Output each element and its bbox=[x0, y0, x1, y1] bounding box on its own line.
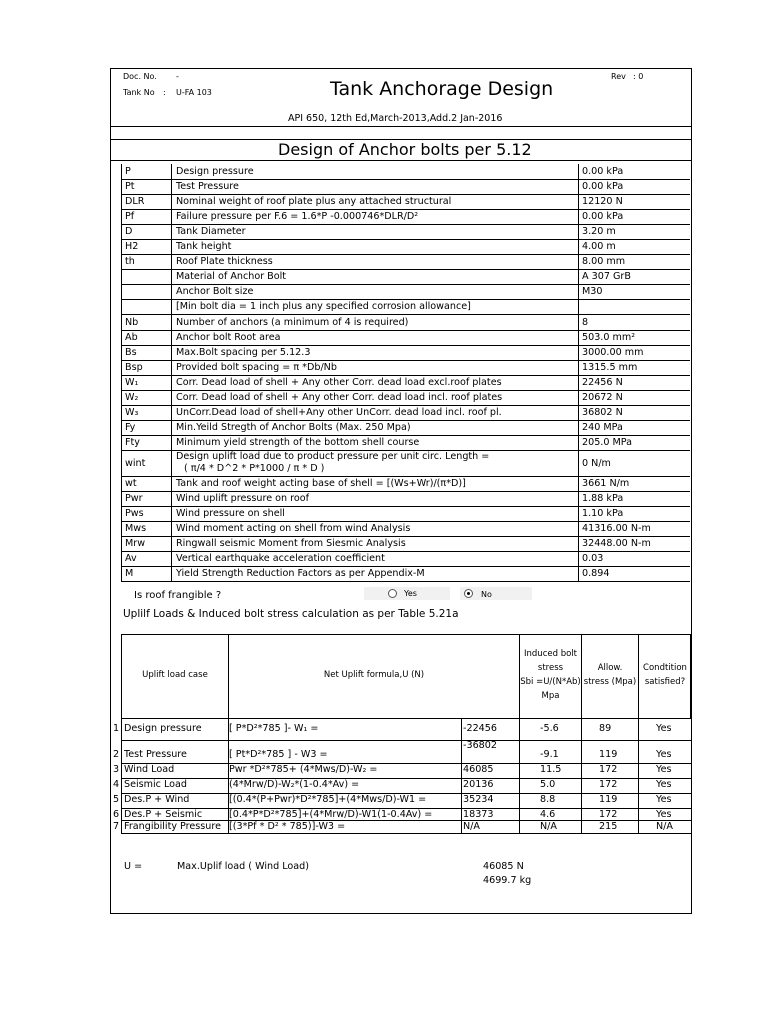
summary-val-n: 46085 N bbox=[483, 861, 524, 872]
param-description: Yield Strength Reduction Factors as per Appendix-M bbox=[176, 568, 425, 580]
param-symbol: W₁ bbox=[125, 376, 139, 388]
param-symbol: Ab bbox=[125, 331, 138, 343]
condition-satisfied: N/A bbox=[656, 821, 673, 832]
allowable-stress: 172 bbox=[599, 764, 618, 775]
uplift-value: 18373 bbox=[463, 809, 494, 820]
row-number: 1 bbox=[113, 723, 120, 734]
param-value: 503.0 mm² bbox=[582, 331, 636, 343]
param-description: Wind moment acting on shell from wind Analysis bbox=[176, 523, 411, 535]
param-value: 3.20 m bbox=[582, 226, 616, 238]
param-value: 1.10 kPa bbox=[582, 508, 624, 520]
radio-no-label: No bbox=[481, 590, 492, 599]
param-value: 240 MPa bbox=[582, 421, 623, 433]
summary-desc: Max.Uplif load ( Wind Load) bbox=[177, 861, 310, 872]
row-number: 7 bbox=[113, 821, 120, 832]
induced-stress: 8.8 bbox=[540, 794, 556, 805]
param-value: 0.03 bbox=[582, 553, 604, 565]
th-cond-1: Condtition bbox=[643, 663, 687, 673]
table-col-line bbox=[581, 719, 582, 833]
param-row bbox=[121, 522, 690, 537]
param-row bbox=[121, 165, 690, 180]
th-cond-2: satisfied? bbox=[644, 677, 686, 687]
th-allow-2: stress (Mpa) bbox=[583, 677, 637, 687]
summary-label: U = bbox=[124, 861, 143, 872]
allowable-stress: 172 bbox=[599, 779, 618, 790]
param-symbol: Pt bbox=[125, 181, 135, 193]
param-symbol: W₂ bbox=[125, 391, 139, 403]
param-value: 1315.5 mm bbox=[582, 361, 638, 373]
param-row bbox=[121, 477, 690, 492]
radio-yes[interactable] bbox=[388, 589, 397, 598]
uplift-section-title: Uplilf Loads & Induced bolt stress calculation as per Table 5.21a bbox=[123, 608, 459, 620]
table-col-line bbox=[461, 719, 462, 833]
param-col-divider bbox=[578, 164, 579, 582]
param-description: Tank height bbox=[176, 241, 232, 253]
param-description: Anchor bolt Root area bbox=[176, 331, 281, 343]
param-row bbox=[121, 406, 690, 421]
param-row bbox=[121, 225, 690, 240]
param-description: Nominal weight of roof plate plus any attached structural bbox=[176, 196, 452, 208]
param-value: 0.00 kPa bbox=[582, 181, 624, 193]
th-allow-1: Allow. bbox=[597, 663, 623, 673]
allowable-stress: 119 bbox=[599, 794, 618, 805]
uplift-formula: (4*Mrw/D)-W₂*(1-0.4*Av) = bbox=[229, 779, 360, 790]
param-row bbox=[121, 300, 690, 315]
param-symbol: Bs bbox=[125, 346, 137, 358]
param-row bbox=[121, 346, 690, 361]
uplift-value: 35234 bbox=[463, 794, 494, 805]
th-stress-1: Induced bolt bbox=[524, 649, 577, 659]
param-symbol: th bbox=[125, 256, 135, 268]
allowable-stress: 89 bbox=[599, 723, 612, 734]
allowable-stress: 215 bbox=[599, 821, 618, 832]
uplift-formula: [(3*Pf * D² * 785)]-W3 = bbox=[229, 821, 346, 832]
param-symbol: DLR bbox=[125, 196, 145, 208]
param-symbol: Fty bbox=[125, 436, 140, 448]
frangible-question: Is roof frangible ? bbox=[134, 590, 222, 601]
uplift-value: 46085 bbox=[463, 764, 494, 775]
param-description-line2: ( π/4 * D^2 * P*1000 / π * D ) bbox=[184, 462, 325, 474]
uplift-value: 20136 bbox=[463, 779, 494, 790]
allowable-stress: 119 bbox=[599, 749, 618, 760]
induced-stress: -5.6 bbox=[540, 723, 559, 734]
uplift-formula: [0.4*P*D²*785]+(4*Mrw/D)-W1(1-0.4Av) = bbox=[229, 809, 433, 820]
tank-no-value: U-FA 103 bbox=[176, 88, 212, 97]
param-row bbox=[121, 255, 690, 270]
param-row bbox=[121, 240, 690, 255]
param-col-divider bbox=[121, 164, 122, 582]
param-description: Max.Bolt spacing per 5.12.3 bbox=[176, 346, 311, 358]
param-value: 12120 N bbox=[582, 196, 623, 208]
table-row-line bbox=[121, 833, 691, 834]
param-value: 4.00 m bbox=[582, 241, 616, 253]
param-value: 3000.00 mm bbox=[582, 346, 644, 358]
condition-satisfied: Yes bbox=[656, 779, 672, 790]
param-symbol: Nb bbox=[125, 316, 139, 328]
param-value: 22456 N bbox=[582, 376, 623, 388]
param-row bbox=[121, 316, 690, 331]
param-description: Provided bolt spacing = π *Db/Nb bbox=[176, 361, 337, 373]
param-description: Corr. Dead load of shell + Any other Corr. dead load excl.roof plates bbox=[176, 376, 502, 388]
param-row bbox=[121, 195, 690, 210]
param-row bbox=[121, 331, 690, 346]
doc-no-label: Doc. No. bbox=[123, 72, 157, 81]
row-number: 2 bbox=[113, 749, 120, 760]
param-symbol: Av bbox=[125, 553, 137, 565]
th-stress-3: Sbi =U/(N*Ab) bbox=[520, 677, 581, 687]
param-symbol: H2 bbox=[125, 241, 139, 253]
table-col-line bbox=[691, 719, 692, 833]
param-description: Minimum yield strength of the bottom shell course bbox=[176, 436, 420, 448]
induced-stress: 5.0 bbox=[540, 779, 556, 790]
table-row-line bbox=[121, 740, 691, 741]
uplift-case: Test Pressure bbox=[124, 749, 187, 760]
param-description: Wind uplift pressure on roof bbox=[176, 493, 310, 504]
param-symbol: Pws bbox=[125, 508, 144, 520]
param-value: 1.88 kPa bbox=[582, 493, 624, 504]
param-value: 0.00 kPa bbox=[582, 166, 624, 177]
th-stress-4: Mpa bbox=[541, 691, 560, 701]
param-description: Roof Plate thickness bbox=[176, 256, 273, 268]
table-col-line bbox=[228, 719, 229, 833]
param-value: 0.00 kPa bbox=[582, 211, 624, 223]
param-row bbox=[121, 180, 690, 195]
condition-satisfied: Yes bbox=[656, 749, 672, 760]
rev-value: : 0 bbox=[633, 72, 644, 81]
param-row bbox=[121, 210, 690, 225]
param-description: Anchor Bolt size bbox=[176, 286, 254, 298]
param-row bbox=[121, 285, 690, 300]
param-description: [Min bolt dia = 1 inch plus any specified corrosion allowance] bbox=[176, 301, 471, 313]
param-description: Design uplift load due to product pressure per unit circ. Length = bbox=[176, 450, 490, 462]
uplift-formula: [ Pt*D²*785 ] - W3 = bbox=[229, 749, 328, 760]
param-row bbox=[121, 552, 690, 567]
param-row bbox=[121, 361, 690, 376]
param-col-divider bbox=[171, 164, 172, 582]
uplift-formula: Pwr *D²*785+ (4*Mws/D)-W₂ = bbox=[229, 764, 378, 775]
param-symbol: D bbox=[125, 226, 133, 238]
th-formula: Net Uplift formula,U (N) bbox=[323, 670, 425, 680]
rev-label: Rev bbox=[611, 72, 626, 81]
param-description: Tank Diameter bbox=[176, 226, 246, 238]
row-number: 3 bbox=[113, 764, 120, 775]
condition-satisfied: Yes bbox=[656, 794, 672, 805]
param-description: Design pressure bbox=[176, 166, 254, 177]
param-row bbox=[121, 376, 690, 391]
row-number: 6 bbox=[113, 809, 120, 820]
param-description: Ringwall seismic Moment from Siesmic Analysis bbox=[176, 538, 406, 550]
param-value: 0.894 bbox=[582, 568, 610, 580]
th-stress-2: stress bbox=[537, 663, 564, 673]
param-symbol: Mws bbox=[125, 523, 147, 535]
uplift-case: Des.P + Wind bbox=[124, 794, 190, 805]
uplift-case: Design pressure bbox=[124, 723, 202, 734]
param-symbol: wint bbox=[125, 457, 146, 469]
param-value: 3661 N/m bbox=[582, 477, 630, 489]
uplift-value: -36802 bbox=[463, 740, 497, 751]
param-value: 36802 N bbox=[582, 406, 623, 418]
param-row bbox=[121, 537, 690, 552]
param-row bbox=[121, 421, 690, 436]
param-value: 8.00 mm bbox=[582, 256, 626, 268]
param-description: Failure pressure per F.6 = 1.6*P -0.000746*DLR/D² bbox=[176, 211, 419, 223]
param-value: 41316.00 N-m bbox=[582, 523, 651, 535]
induced-stress: 11.5 bbox=[540, 764, 562, 775]
uplift-case: Wind Load bbox=[124, 764, 175, 775]
param-description: Min.Yeild Stregth of Anchor Bolts (Max. 250 Mpa) bbox=[176, 421, 411, 433]
param-description: Wind pressure on shell bbox=[176, 508, 285, 520]
uplift-value: N/A bbox=[463, 821, 480, 832]
condition-satisfied: Yes bbox=[656, 764, 672, 775]
param-symbol: Mrw bbox=[125, 538, 146, 550]
param-value: 32448.00 N-m bbox=[582, 538, 651, 550]
param-value: M30 bbox=[582, 286, 603, 298]
param-symbol: Fy bbox=[125, 421, 136, 433]
row-number: 4 bbox=[113, 779, 120, 790]
param-value: 205.0 MPa bbox=[582, 436, 633, 448]
table-col-line bbox=[519, 719, 520, 833]
param-row bbox=[121, 451, 690, 477]
uplift-value: -22456 bbox=[463, 723, 497, 734]
tank-no-sep: : bbox=[163, 88, 166, 97]
section-title: Design of Anchor bolts per 5.12 bbox=[278, 140, 532, 159]
doc-no-value: - bbox=[176, 72, 179, 81]
param-symbol: W₃ bbox=[125, 406, 139, 418]
param-row bbox=[121, 507, 690, 522]
uplift-case: Seismic Load bbox=[124, 779, 188, 790]
param-value: 8 bbox=[582, 316, 589, 328]
induced-stress: 4.6 bbox=[540, 809, 556, 820]
uplift-case: Des.P + Seismic bbox=[124, 809, 203, 820]
param-description: Corr. Dead load of shell + Any other Corr. dead load incl. roof plates bbox=[176, 391, 503, 403]
condition-satisfied: Yes bbox=[656, 809, 672, 820]
tank-no-label: Tank No bbox=[123, 88, 155, 97]
radio-no[interactable] bbox=[464, 589, 473, 598]
table-col-line bbox=[638, 719, 639, 833]
uplift-formula: [(0.4*(P+Pwr)*D²*785]+(4*Mws/D)-W1 = bbox=[229, 794, 427, 805]
param-symbol: Pwr bbox=[125, 493, 143, 504]
allowable-stress: 172 bbox=[599, 809, 618, 820]
uplift-formula: [ P*D²*785 ]- W₁ = bbox=[229, 723, 319, 734]
page-subtitle: API 650, 12th Ed,March-2013,Add.2 Jan-2016 bbox=[288, 113, 503, 124]
uplift-case: Frangibility Pressure bbox=[124, 821, 222, 832]
param-symbol: M bbox=[125, 568, 134, 580]
param-symbol: Pf bbox=[125, 211, 135, 223]
param-symbol: wt bbox=[125, 477, 137, 489]
param-description: Vertical earthquake acceleration coefficient bbox=[176, 553, 385, 565]
param-row bbox=[121, 270, 690, 285]
table-col-line bbox=[121, 719, 122, 833]
induced-stress: -9.1 bbox=[540, 749, 559, 760]
param-row bbox=[121, 492, 690, 507]
param-description: Test Pressure bbox=[176, 181, 239, 193]
radio-yes-label: Yes bbox=[404, 589, 417, 598]
param-value: A 307 GrB bbox=[582, 271, 631, 283]
row-number: 5 bbox=[113, 794, 120, 805]
param-value: 20672 N bbox=[582, 391, 623, 403]
param-value: 0 N/m bbox=[582, 457, 611, 469]
condition-satisfied: Yes bbox=[656, 723, 672, 734]
param-description: UnCorr.Dead load of shell+Any other UnCorr. dead load incl. roof pl. bbox=[176, 406, 502, 418]
param-symbol: P bbox=[125, 166, 131, 177]
param-description: Tank and roof weight acting base of shell = [(Ws+Wr)/(π*D)] bbox=[176, 477, 466, 489]
param-description: Material of Anchor Bolt bbox=[176, 271, 287, 283]
param-row bbox=[121, 391, 690, 406]
summary-val-kg: 4699.7 kg bbox=[483, 875, 532, 886]
th-uplift-case: Uplift load case bbox=[142, 670, 208, 680]
param-description: Number of anchors (a minimum of 4 is required) bbox=[176, 316, 409, 328]
param-symbol: Bsp bbox=[125, 361, 143, 373]
param-row bbox=[121, 567, 690, 582]
page-title: Tank Anchorage Design bbox=[330, 78, 554, 100]
param-row bbox=[121, 436, 690, 451]
induced-stress: N/A bbox=[540, 821, 557, 832]
